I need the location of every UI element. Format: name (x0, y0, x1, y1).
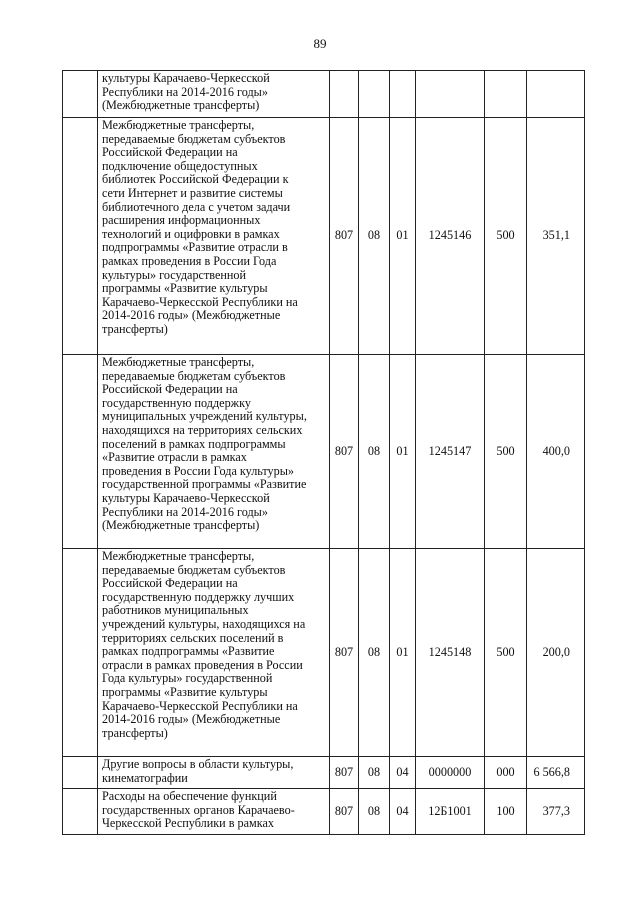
expense-name: Расходы на обеспечение функций государственных органов Карачаево- Черкесской Республики в рамках (102, 789, 295, 831)
section-code-cell (359, 71, 390, 118)
subsection-code-cell: 01 (390, 355, 416, 549)
page-number: 89 (313, 36, 327, 51)
ministry-code-cell (330, 71, 359, 118)
subsection-code-cell: 04 (390, 789, 416, 835)
row-number-cell (63, 355, 98, 549)
expense-name-cell (98, 789, 330, 835)
expense-name-cell (98, 71, 330, 118)
table-row (63, 71, 585, 118)
expense-name-cell (98, 355, 330, 549)
table-row (63, 355, 585, 549)
target-article-cell: 1245147 (416, 355, 485, 549)
target-article-cell (416, 71, 485, 118)
ministry-code-cell: 807 (330, 789, 359, 835)
subsection-code-cell: 01 (390, 118, 416, 355)
table-row (63, 549, 585, 757)
amount-cell: 351,1 (527, 118, 585, 355)
amount-cell (527, 71, 585, 118)
section-code-cell: 08 (359, 355, 390, 549)
budget-table (62, 70, 585, 835)
expense-name: Межбюджетные трансферты, передаваемые бюджетам субъектов Российской Федерации на государственную поддержку муниципальных учреждений культуры, находящихся на территориях сельских поселений в рамках подпрограммы «Развитие отрасли в рамках проведения в России Года культуры» государственной программы «Развитие культуры Карачаево-Черкесской Республики на 2014-2016 годы» (Межбюджетные трансферты) (102, 355, 307, 533)
target-article-cell: 1245146 (416, 118, 485, 355)
ministry-code-cell: 807 (330, 355, 359, 549)
row-number-cell (63, 71, 98, 118)
subsection-code-cell: 01 (390, 549, 416, 757)
target-article-cell: 0000000 (416, 757, 485, 789)
section-code-cell: 08 (359, 118, 390, 355)
expense-name: Другие вопросы в области культуры, кинематографии (102, 757, 294, 785)
amount-cell: 200,0 (527, 549, 585, 757)
target-article-cell: 12Б1001 (416, 789, 485, 835)
amount-cell: 400,0 (527, 355, 585, 549)
amount-cell: 377,3 (527, 789, 585, 835)
ministry-code-cell: 807 (330, 757, 359, 789)
row-number-cell (63, 757, 98, 789)
amount-cell: 6 566,8 (527, 757, 585, 789)
expense-type-cell: 500 (485, 549, 527, 757)
table-row (63, 118, 585, 355)
section-code-cell: 08 (359, 757, 390, 789)
subsection-code-cell (390, 71, 416, 118)
ministry-code-cell: 807 (330, 118, 359, 355)
section-code-cell: 08 (359, 549, 390, 757)
expense-type-cell: 500 (485, 118, 527, 355)
expense-name: Межбюджетные трансферты, передаваемые бюджетам субъектов Российской Федерации на государственную поддержку лучших работников муниципальных учреждений культуры, находящихся на территориях сельских поселений в рамках подпрограммы «Развитие отрасли в рамках проведения в России Года культуры» государственной программы «Развитие культуры Карачаево-Черкесской Республики на 2014-2016 годы» (Межбюджетные трансферты) (102, 549, 306, 740)
expense-name-cell (98, 118, 330, 355)
expense-name: Межбюджетные трансферты, передаваемые бюджетам субъектов Российской Федерации на подключение общедоступных библиотек Российской Федерации к сети Интернет и развитие системы библиотечного дела с учетом задачи расширения информационных технологий и оцифровки в рамках подпрограммы «Развитие отрасли в рамках проведения в России Года культуры» государственной программы «Развитие культуры Карачаево-Черкесской Республики на 2014-2016 годы» (Межбюджетные трансферты) (102, 118, 298, 336)
row-number-cell (63, 789, 98, 835)
expense-type-cell: 500 (485, 355, 527, 549)
section-code-cell: 08 (359, 789, 390, 835)
expense-name-cell (98, 757, 330, 789)
table-row (63, 789, 585, 835)
expense-name: культуры Карачаево-Черкесской Республики на 2014-2016 годы» (Межбюджетные трансферты) (102, 71, 270, 113)
ministry-code-cell: 807 (330, 549, 359, 757)
subsection-code-cell: 04 (390, 757, 416, 789)
expense-name-cell (98, 549, 330, 757)
row-number-cell (63, 118, 98, 355)
row-number-cell (63, 549, 98, 757)
table-row (63, 757, 585, 789)
expense-type-cell: 000 (485, 757, 527, 789)
expense-type-cell: 100 (485, 789, 527, 835)
target-article-cell: 1245148 (416, 549, 485, 757)
expense-type-cell (485, 71, 527, 118)
